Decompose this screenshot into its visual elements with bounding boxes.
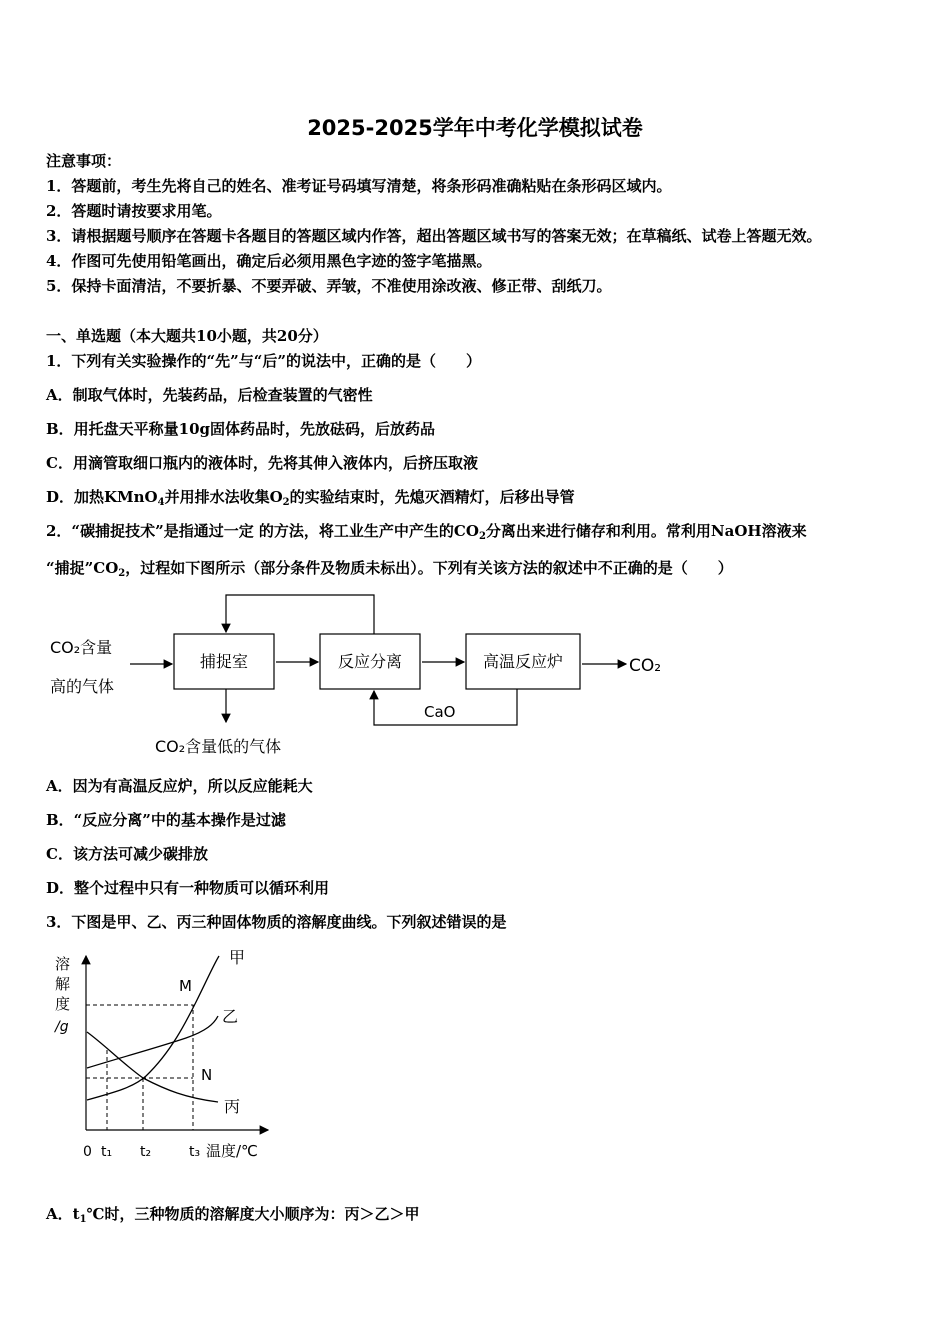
capture-chamber-label: 捕捉室: [199, 652, 249, 671]
q1-option-a: A．制取气体时，先装药品，后检查装置的气密性: [46, 386, 373, 404]
furnace-label: 高温反应炉: [482, 652, 564, 671]
input-gas-label-1: CO₂含量: [50, 638, 113, 657]
q2-option-a: A．因为有高温反应炉，所以反应能耗大: [46, 777, 313, 795]
y-label-1: 溶: [55, 955, 71, 973]
curve-yi-label: 乙: [222, 1007, 239, 1026]
q1-option-d: D．加热KMnO$_4$并用排水法收集$O_2$的实验结束时，先熄灭酒精灯，后移出导管: [46, 488, 575, 508]
notice-item-5: 5．保持卡面清洁，不要折暴、不要弄破、弄皱，不准使用涂改液、修正带、刮纸刀。: [46, 277, 612, 295]
solubility-curve-graph: [46, 942, 286, 1167]
notice-item-1: 1．答题前，考生先将自己的姓名、准考证号码填写清楚，将条形码准确粘贴在条形码区域内。: [46, 177, 672, 195]
recycle-arrow-top: [226, 595, 374, 634]
q2-option-b: B．“反应分离”中的基本操作是过滤: [46, 811, 286, 829]
q1-stem: 1．下列有关实验操作的“先”与“后”的说法中，正确的是（ ）: [46, 352, 481, 370]
notice-heading: 注意事项：: [46, 152, 122, 170]
curve-bing-label: 丙: [224, 1097, 241, 1116]
cao-label: CaO: [424, 703, 456, 721]
notice-item-4: 4．作图可先使用铅笔画出，确定后必须用黑色字迹的签字笔描黑。: [46, 252, 492, 270]
q3-stem: 3．下图是甲、乙、丙三种固体物质的溶解度曲线。下列叙述错误的是: [46, 913, 507, 931]
section-heading: 一、单选题（本大题共10小题，共20分）: [46, 327, 328, 345]
notice-item-2: 2．答题时请按要求用笔。: [46, 202, 222, 220]
co2-capture-flow-diagram: [40, 588, 690, 763]
point-n-label: N: [201, 1066, 213, 1084]
curve-jia-label: 甲: [229, 948, 246, 967]
t2-tick-label: t₂: [140, 1144, 152, 1160]
q2-option-c: C．该方法可减少碳排放: [46, 845, 208, 863]
exam-title: 2025-2025学年中考化学模拟试卷: [307, 116, 643, 140]
t1-tick-label: t₁: [101, 1144, 113, 1160]
output-co2-label: CO₂: [629, 656, 662, 676]
notice-item-3: 3．请根据题号顺序在答题卡各题目的答题区域内作答，超出答题区域书写的答案无效；在草稿纸、试卷上答题无效。: [46, 227, 822, 245]
point-m-label: M: [179, 977, 192, 995]
q2-option-d: D．整个过程中只有一种物质可以循环利用: [46, 879, 330, 897]
reaction-separation-label: 反应分离: [337, 652, 403, 671]
y-label-2: 解: [55, 975, 71, 993]
q2-stem-line1: 2．“碳捕捉技术”是指通过一定 的方法，将工业生产中产生的$CO_2$分离出来进行储存和利用。常利用NaOH溶液来: [46, 522, 807, 542]
y-label-3: 度: [55, 995, 71, 1013]
origin-label: 0: [83, 1144, 92, 1160]
q1-option-c: C．用滴管取细口瓶内的液体时，先将其伸入液体内，后挤压取液: [46, 454, 478, 472]
q3-option-a: A．$t_1℃$时，三种物质的溶解度大小顺序为：丙＞乙＞甲: [46, 1205, 420, 1225]
q2-stem-line2: “捕捉$”CO_2$，过程如下图所示（部分条件及物质未标出）。下列有关该方法的叙述中不正确的是（ ）: [46, 559, 733, 579]
m-guide-line: [86, 1005, 193, 1130]
q1-option-b: B．用托盘天平称量10g固体药品时，先放砝码，后放药品: [46, 420, 436, 438]
t3-tick-label: t₃: [189, 1144, 201, 1160]
input-gas-label-2: 高的气体: [50, 677, 115, 696]
exhaust-gas-label: CO₂含量低的气体: [155, 737, 282, 756]
y-label-4: /g: [55, 1019, 69, 1035]
x-axis-label: 温度/℃: [206, 1142, 258, 1160]
